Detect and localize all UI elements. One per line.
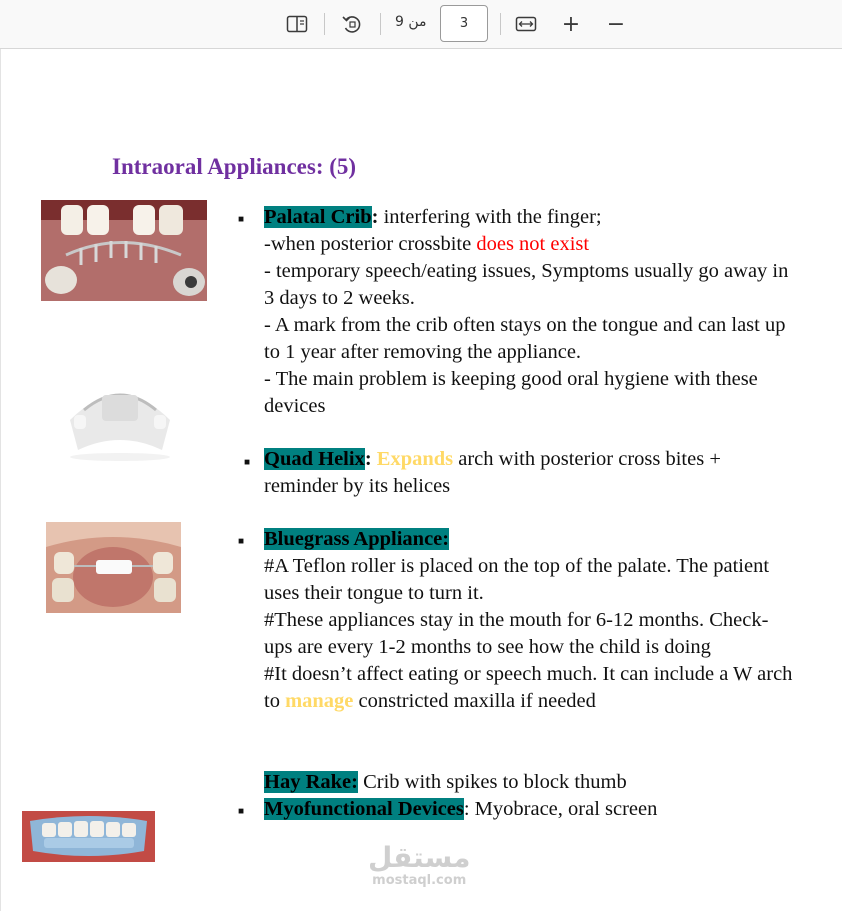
bluegrass-term: Bluegrass Appliance:	[264, 528, 450, 550]
quad-helix-item	[264, 446, 794, 500]
term-colon: :	[364, 448, 372, 470]
crib-appliance-photo	[62, 365, 177, 463]
gold-emphasis: manage	[285, 690, 354, 712]
palatal-crib-photo	[41, 200, 207, 301]
page-number-input[interactable]: 3	[440, 5, 488, 42]
palatal-crib-line-4: - A mark from the crib often stays on the tongue and can last up to 1 year after removing the appliance.	[264, 314, 786, 363]
myofunctional-device-photo	[22, 811, 155, 862]
quad-helix-text: arch with posterior cross bites + reminder by its helices	[264, 448, 721, 497]
palatal-crib-line-2: -when posterior crossbite	[264, 233, 477, 255]
palatal-crib-term: Palatal Crib	[264, 206, 372, 228]
bluegrass-line-3: #It doesn’t affect eating or speech much. It can include a W arch to	[264, 663, 793, 712]
bluegrass-item	[264, 526, 794, 715]
bluegrass-appliance-photo	[46, 522, 181, 613]
bullet-marker: ■	[238, 214, 245, 225]
bullet-marker: ■	[244, 457, 251, 468]
toolbar-divider	[324, 13, 325, 35]
toolbar-divider	[500, 13, 501, 35]
palatal-crib-item	[264, 204, 794, 420]
watermark-latin: mostaql.com	[372, 873, 467, 888]
myofunctional-term: Myofunctional Devices	[264, 798, 464, 820]
red-emphasis: does not exist	[476, 233, 590, 255]
bluegrass-line-1: #A Teflon roller is placed on the top of the palate. The patient uses their tongue to turn it.	[264, 555, 770, 604]
page-view-icon[interactable]	[282, 8, 312, 40]
zoom-in-icon[interactable]: +	[561, 11, 581, 37]
palatal-crib-line-1: interfering with the finger;	[378, 206, 602, 228]
pdf-toolbar	[0, 0, 842, 49]
bluegrass-line-2: #These appliances stay in the mouth for 6-12 months. Check-ups are every 1-2 months to see how the child is doing	[264, 609, 769, 658]
hay-rake-term: Hay Rake:	[264, 771, 358, 793]
term-colon: :	[371, 206, 379, 228]
bluegrass-line-3-end: constricted maxilla if needed	[353, 690, 596, 712]
watermark-arabic: مستقل	[368, 841, 471, 874]
toolbar-divider	[380, 13, 381, 35]
fit-width-icon[interactable]	[511, 8, 541, 40]
rotate-icon[interactable]	[337, 8, 367, 40]
palatal-crib-line-5: - The main problem is keeping good oral hygiene with these devices	[264, 368, 758, 417]
quad-helix-term: Quad Helix	[264, 448, 365, 470]
palatal-crib-line-3: - temporary speech/eating issues, Symptoms usually go away in 3 days to 2 weeks.	[264, 260, 789, 309]
watermark	[368, 843, 470, 889]
hay-rake-item	[264, 769, 794, 823]
page-count-label: من 9	[395, 14, 427, 30]
page-title: Intraoral Appliances: (5)	[112, 154, 357, 179]
zoom-out-icon[interactable]: −	[606, 11, 626, 37]
myofunctional-text: : Myobrace, oral screen	[463, 798, 658, 820]
bullet-marker: ■	[238, 536, 245, 547]
bullet-marker: ■	[238, 806, 245, 817]
hay-rake-text: Crib with spikes to block thumb	[357, 771, 627, 793]
gold-emphasis: Expands	[376, 448, 454, 470]
